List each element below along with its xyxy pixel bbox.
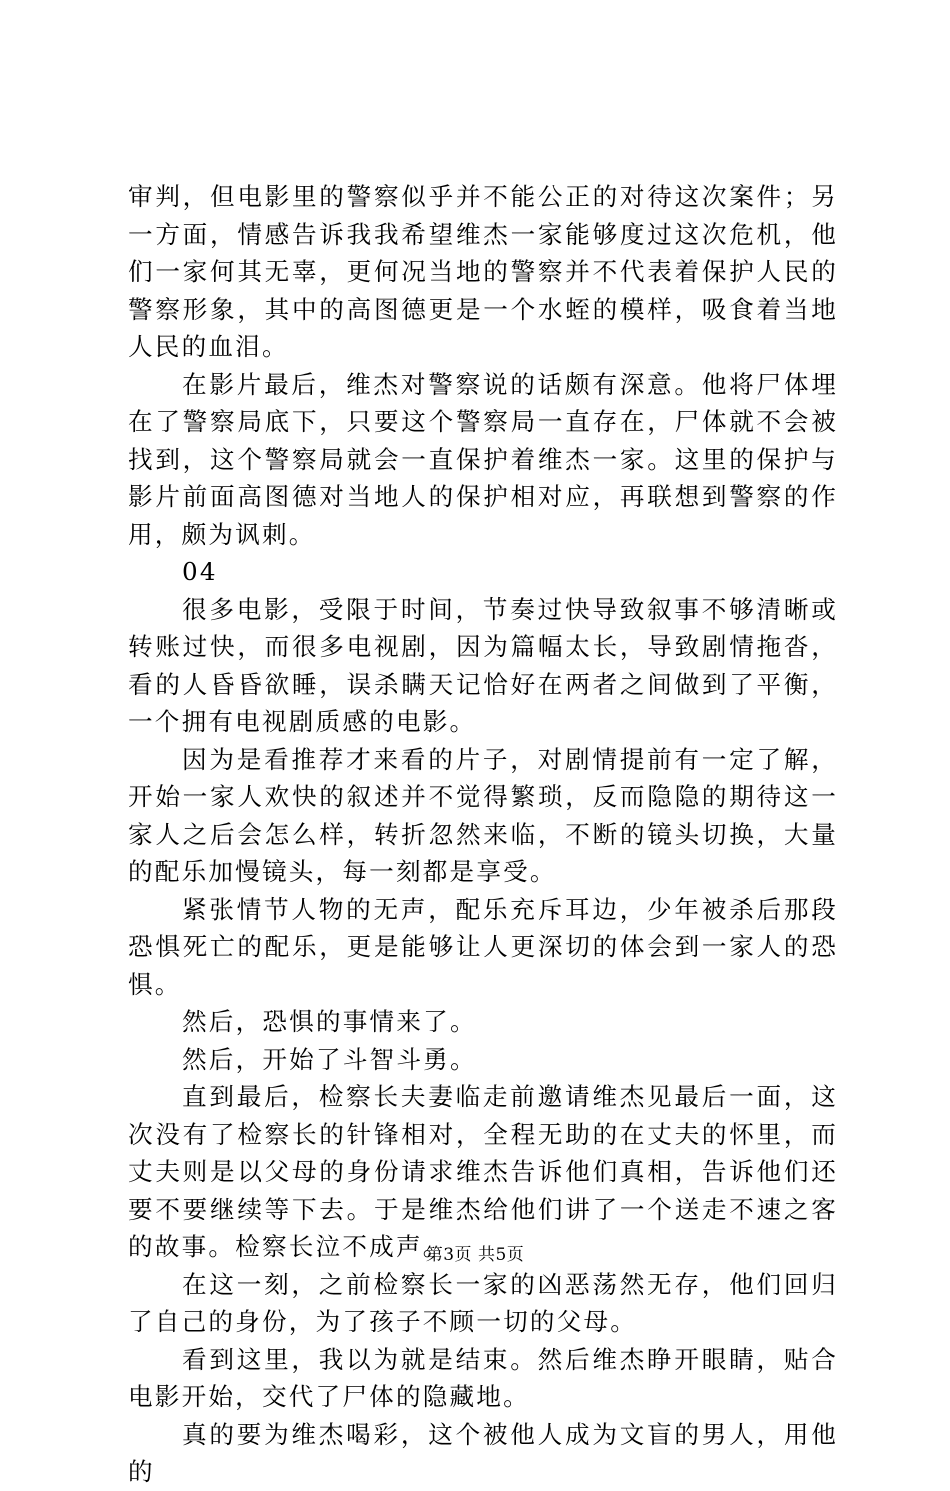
paragraph-5: 因为是看推荐才来看的片子，对剧情提前有一定了解，开始一家人欢快的叙述并不觉得繁琐，反而隐隐的期待这一家人之后会怎么样，转折忽然来临，不断的镜头切换，大量的配乐加慢镜头，每一刻都是享受。: [128, 744, 838, 886]
paragraph-10: 在这一刻，之前检察长一家的凶恶荡然无存，他们回归了自己的身份，为了孩子不顾一切的父母。: [128, 1269, 838, 1336]
page-number-footer: 第3页 共5页: [425, 1245, 525, 1265]
section-number: 04: [182, 557, 218, 586]
paragraph-7: 然后，恐惧的事情来了。: [182, 1007, 477, 1036]
paragraph-2: 在影片最后，维杰对警察说的话颇有深意。他将尸体埋在了警察局底下，只要这个警察局一直存在，尸体就不会被找到，这个警察局就会一直保护着维杰一家。这里的保护与影片前面高图德对当地人的保护相对应，再联想到警察的作用，颇为讽刺。: [128, 369, 838, 549]
paragraph-9: 直到最后，检察长夫妻临走前邀请维杰见最后一面，这次没有了检察长的针锋相对，全程无助的在丈夫的怀里，而丈夫则是以父母的身份请求维杰告诉他们真相，告诉他们还要不要继续等下去。于是维杰给他们讲了一个送走不速之客的故事。检察长泣不成声。: [128, 1082, 838, 1261]
paragraph-8: 然后，开始了斗智斗勇。: [182, 1044, 477, 1074]
paragraph-6: 紧张情节人物的无声，配乐充斥耳边，少年被杀后那段恐惧死亡的配乐，更是能够让人更深切的体会到一家人的恐惧。: [128, 894, 838, 999]
paragraph-12: 真的要为维杰喝彩，这个被他人成为文盲的男人，用他的: [128, 1419, 838, 1486]
paragraph-4: 很多电影，受限于时间，节奏过快导致叙事不够清晰或转账过快，而很多电视剧，因为篇幅太长，导致剧情拖沓，看的人昏昏欲睡，误杀瞒天记恰好在两者之间做到了平衡，一个拥有电视剧质感的电影。: [128, 594, 838, 736]
paragraph-11: 看到这里，我以为就是结束。然后维杰睁开眼睛，贴合电影开始，交代了尸体的隐藏地。: [128, 1344, 838, 1411]
paragraph-1: 审判，但电影里的警察似乎并不能公正的对待这次案件；另一方面，情感告诉我我希望维杰一家能够度过这次危机，他们一家何其无辜，更何况当地的警察并不代表着保护人民的警察形象，其中的高图德更是一个水蛭的模样，吸食着当地人民的血泪。: [128, 182, 838, 361]
document-body: [128, 178, 838, 1491]
